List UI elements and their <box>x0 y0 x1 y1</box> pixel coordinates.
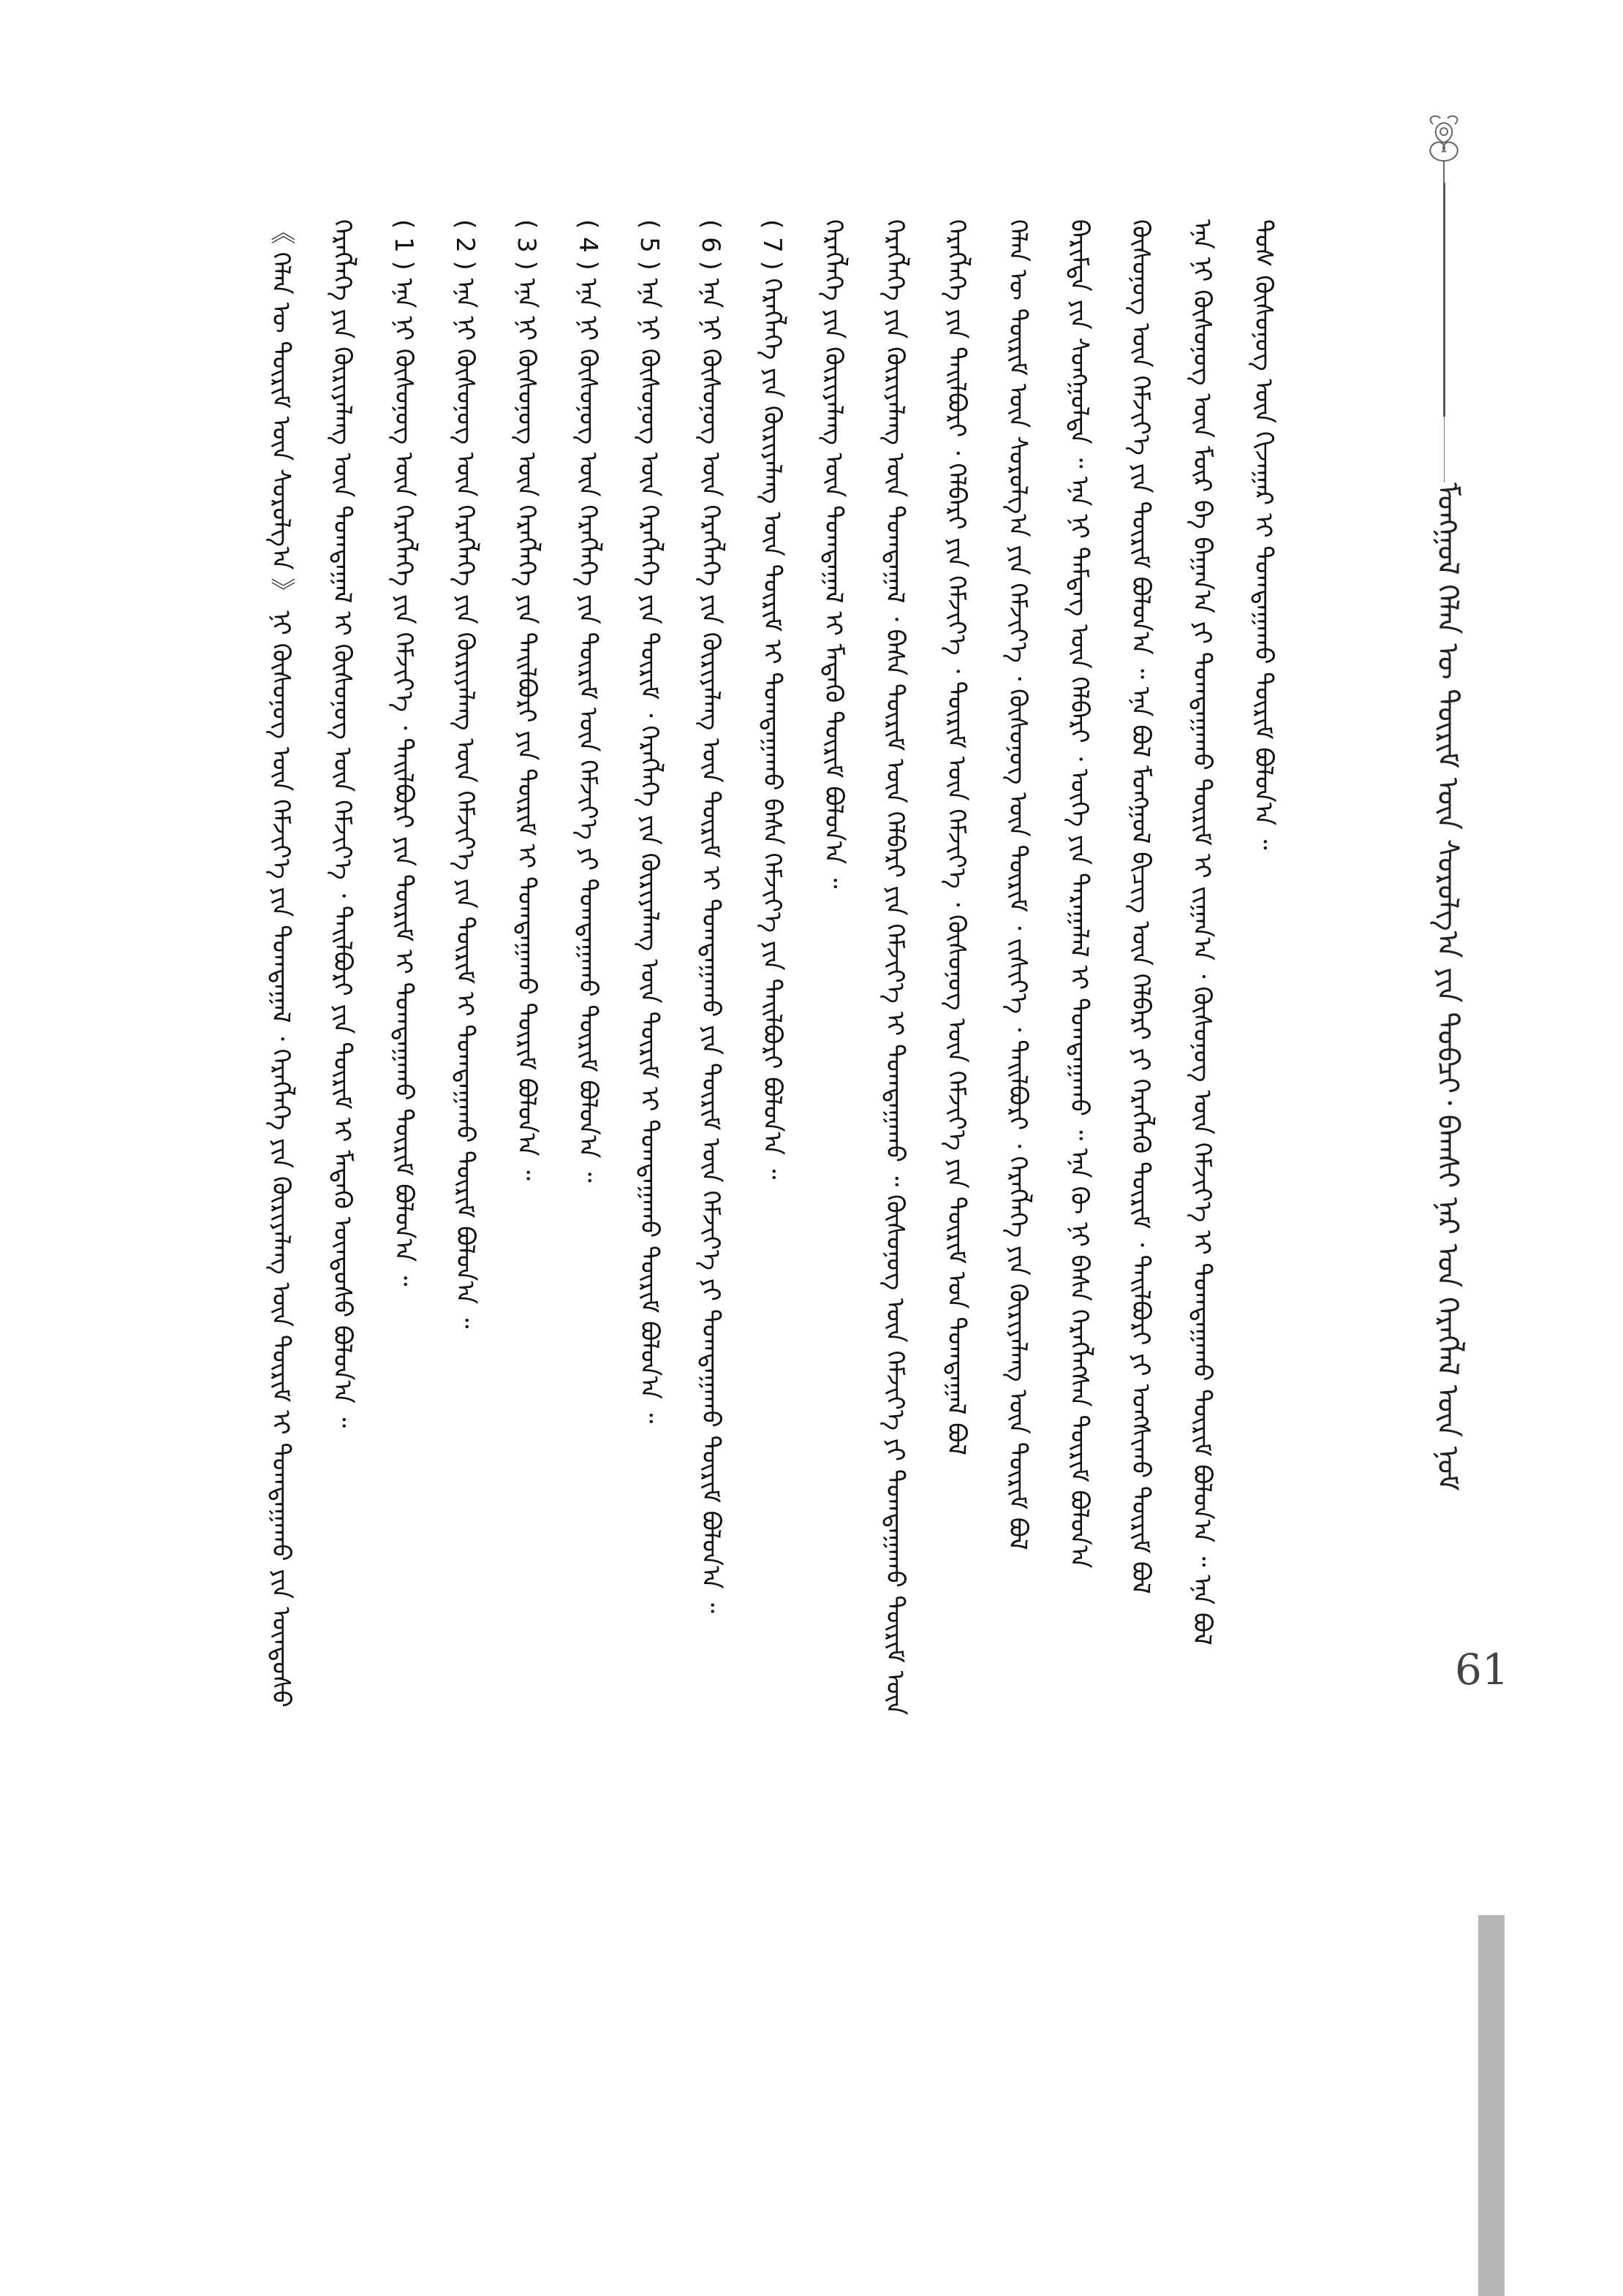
text-column: ( 3 ) ᠡᠨᠡ ᠨᠢ ᠬᠦᠰᠦᠨᠦᠭ ᠦᠨ ᠬᠡᠷᠡᠭᠯᠡᠭᠡ ᠶᠢᠨ ᠲᠠᠢᠯᠪᠤᠷᠢ ᠶᠢᠨ ᠳᠦᠷᠢᠮ ᠢ ᠲᠣᠭᠲᠠᠭᠠᠬᠤ ᠳᠦᠷᠢᠮ ᠪᠣᠯᠤᠨ᠎ᠠ ᠃ <box>512 219 541 1181</box>
header-rule-thin <box>1444 417 1445 482</box>
text-column: ( 2 ) ᠡᠨᠡ ᠨᠢ ᠬᠦᠰᠦᠨᠦᠭ ᠦᠨ ᠬᠡᠷᠡᠭᠯᠡᠭᠡ ᠶᠢᠨ ᠬᠦᠷᠢᠶᠡᠯᠡᠩ ᠦᠨ ᠬᠡᠮᠵᠢᠶ᠎ᠡ ᠶᠢᠨ ᠳᠦᠷᠢᠮ ᠢ ᠲᠣᠭᠲᠠᠭᠠᠬᠤ ᠳᠦᠷᠢᠮ ᠪᠣᠯᠤᠨ᠎ᠠ ᠃ <box>450 219 480 1329</box>
text-column: ᠡᠨᠡ ᠨᠢ ᠬᠦᠰᠦᠨᠦᠭ ᠦᠨ ᠮᠦᠷ ᠪᠠ ᠪᠠᠭᠠᠨ᠎ᠠ ᠶᠢ ᠲᠣᠭᠲᠠᠭᠠᠬᠤ ᠳᠦᠷᠢᠮ ᠢ ᠵᠢᠭᠠᠨ᠎ᠠ ᠂ ᠬᠦᠰᠦᠨᠦᠭ ᠦᠨ ᠬᠡᠮᠵᠢᠶ᠎ᠡ ᠢ ᠲᠣᠭᠲᠠᠭᠠᠬᠤ ᠳᠦᠷᠢᠮ ᠪᠣᠯᠤᠨ᠎ᠠ ᠃ ᠡᠨᠡ ᠪᠣᠯ <box>1187 219 1217 1645</box>
text-column: ( 4 ) ᠡᠨᠡ ᠨᠢ ᠬᠦᠰᠦᠨᠦᠭ ᠦᠨ ᠬᠡᠷᠡᠭᠯᠡᠭᠡ ᠶᠢᠨ ᠳᠦᠷᠢᠮ ᠦᠨ ᠬᠡᠮᠵᠢᠶ᠎ᠡ ᠶᠢ ᠲᠣᠭᠲᠠᠭᠠᠬᠤ ᠳᠦᠷᠢᠮ ᠪᠣᠯᠤᠨ᠎ᠠ ᠃ <box>573 219 602 1183</box>
running-header-title: ᠮᠣᠩᠭᠣᠯ ᠬᠡᠯᠡᠨ ᠦ ᠳᠦᠷᠢᠮ ᠦᠨ ᠰᠤᠷᠤᠯᠭ᠎ᠠ ᠶᠢᠨ ᠲᠣᠪᠴᠢ᠂ ᠪᠠᠭᠰᠢ ᠨᠠᠷ ᠤᠨ ᠬᠡᠷᠡᠭᠯᠡᠯ ᠦᠨ ᠨᠣᠮ <box>1431 482 1464 1491</box>
text-column: ᠬᠡᠷᠡᠭᠯᠡᠭᠡ ᠶᠢᠨ ᠬᠦᠷᠢᠶᠡᠯᠡᠩ ᠦᠨ ᠲᠣᠭᠲᠠᠭᠠᠯ ᠢ ᠬᠦᠰᠦᠨᠦᠭ ᠦᠨ ᠬᠡᠮᠵᠢᠶ᠎ᠡ ᠂ ᠲᠠᠢᠯᠪᠤᠷᠢ ᠶᠢᠨ ᠳᠦᠷᠢᠮ ᠢ ᠮᠡᠳᠡᠬᠦ ᠦᠨᠳᠦᠰᠦ ᠪᠣᠯᠤᠨ᠎ᠠ ᠃ <box>328 219 357 1428</box>
text-column: ᠬᠦᠰᠦᠨᠦᠭ ᠦᠨ ᠬᠡᠮᠵᠢᠶ᠎ᠡ ᠶᠢᠨ ᠳᠦᠷᠢᠮ ᠪᠣᠯᠤᠨ᠎ᠠ ᠃ ᠡᠨᠡ ᠪᠣᠯ ᠮᠣᠩᠭᠣᠯ ᠪᠢᠴᠢᠭ ᠦᠨ ᠬᠡᠯᠪᠡᠷᠢ ᠶᠢ ᠬᠡᠷᠡᠭᠯᠡᠬᠦ ᠳᠦᠷᠢᠮ ᠂ ᠲᠠᠢᠯᠪᠤᠷᠢ ᠶᠢ ᠤᠩᠰᠢᠬᠤ ᠳᠦᠷᠢᠮ ᠪᠣᠯ <box>1126 219 1155 1594</box>
text-column: ᠬᠡᠯᠡᠨ ᠦ ᠳᠦᠷᠢᠮ ᠦᠨ ᠰᠤᠷᠤᠯᠭ᠎ᠠ ᠶᠢᠨ ᠬᠡᠮᠵᠢᠶ᠎ᠡ ᠂ ᠬᠦᠰᠦᠨᠦᠭ ᠦᠨ ᠳᠦᠷᠢᠮ ᠂ ᠵᠢᠱᠢᠶ᠎ᠡ ᠂ ᠲᠠᠢᠯᠪᠤᠷᠢ ᠂ ᠬᠡᠷᠡᠭᠯᠡᠭᠡ ᠶᠢᠨ ᠬᠦᠷᠢᠶᠡᠯᠡᠩ ᠦᠨ ᠳᠦᠷᠢᠮ ᠪᠣᠯ <box>1003 219 1032 1550</box>
text-column: ( 1 ) ᠡᠨᠡ ᠨᠢ ᠬᠦᠰᠦᠨᠦᠭ ᠦᠨ ᠬᠡᠷᠡᠭᠯᠡᠭᠡ ᠶᠢᠨ ᠬᠡᠮᠵᠢᠶ᠎ᠡ ᠂ ᠲᠠᠢᠯᠪᠤᠷᠢ ᠶᠢᠨ ᠳᠦᠷᠢᠮ ᠢ ᠲᠣᠭᠲᠠᠭᠠᠬᠤ ᠳᠦᠷᠢᠮ ᠪᠣᠯᠤᠨ᠎ᠠ ᠃ <box>389 219 418 1287</box>
text-column: ( 5 ) ᠡᠨᠡ ᠨᠢ ᠬᠦᠰᠦᠨᠦᠭ ᠦᠨ ᠬᠡᠷᠡᠭᠯᠡᠭᠡ ᠶᠢᠨ ᠳᠦᠷᠢᠮ ᠂ ᠬᠡᠷᠡᠭᠯᠡᠭᠡ ᠶᠢᠨ ᠬᠦᠷᠢᠶᠡᠯᠡᠩ ᠦᠨ ᠳᠦᠷᠢᠮ ᠢ ᠲᠣᠭᠲᠠᠭᠠᠬᠤ ᠳᠦᠷᠢᠮ ᠪᠣᠯᠤᠨ᠎ᠠ ᠃ <box>635 219 664 1424</box>
text-column: 《 ᠬᠡᠯᠡᠨ ᠦ ᠳᠦᠷᠢᠮ ᠦᠨ ᠰᠤᠷᠤᠯᠭ᠎ᠠ 》 ᠨᠢ ᠬᠦᠰᠦᠨᠦᠭ ᠦᠨ ᠬᠡᠮᠵᠢᠶ᠎ᠡ ᠶᠢᠨ ᠲᠣᠭᠲᠠᠭᠠᠯ ᠂ ᠬᠡᠷᠡᠭᠯᠡᠭᠡ ᠶᠢᠨ ᠬᠦᠷᠢᠶᠡᠯᠡᠩ ᠦᠨ ᠳᠦᠷᠢᠮ ᠢ ᠲᠣᠭᠲᠠᠭᠠᠬᠤ ᠶᠢᠨ ᠦᠨᠳᠦᠰᠦ <box>266 219 295 1708</box>
text-column: ᠬᠡᠷᠡᠭᠯᠡᠭᠡ ᠶᠢᠨ ᠬᠦᠷᠢᠶᠡᠯᠡᠩ ᠦᠨ ᠲᠣᠭᠲᠠᠭᠠᠯ ᠢ ᠮᠡᠳᠡᠬᠦ ᠳᠦᠷᠢᠮ ᠪᠣᠯᠤᠨ᠎ᠠ ᠃ <box>819 219 848 889</box>
text-column: ᠲᠤᠰ ᠬᠦᠰᠦᠨᠦᠭ ᠦᠨ ᠬᠢᠵᠠᠭᠠᠷ ᠢ ᠲᠣᠭᠲᠠᠭᠠᠬᠤ ᠳᠦᠷᠢᠮ ᠪᠣᠯᠤᠨ᠎ᠠ ᠃ <box>1249 219 1278 850</box>
body-text <box>249 219 1294 2208</box>
text-column: ᠪᠠᠷᠢᠮᠲᠠ ᠶᠢᠨ ᠰᠣᠩᠭᠣᠯᠲᠠ ᠃ ᠡᠨᠡ ᠨᠢ ᠲᠡᠮᠳᠡᠭ ᠦᠨ ᠬᠡᠯᠪᠡᠷᠢ ᠂ ᠦᠭᠡ ᠶᠢᠨ ᠳᠠᠷᠠᠭᠠᠯᠠᠯ ᠢ ᠲᠣᠭᠲᠠᠭᠠᠬᠤ ᠃ ᠡᠨᠡ ᠬᠦ ᠨᠢ ᠪᠠᠰᠠ ᠬᠡᠷᠡᠭᠯᠡᠭᠰᠡᠨ ᠳᠦᠷᠢᠮ ᠪᠣᠯᠤᠨ᠎ᠠ <box>1064 219 1094 1569</box>
header-rule <box>1443 183 1445 417</box>
text-column: ᠬᠡᠷᠡᠭᠯᠡᠭᠡ ᠶᠢᠨ ᠲᠠᠢᠯᠪᠤᠷᠢ ᠂ ᠬᠡᠯᠪᠡᠷᠢ ᠶᠢᠨ ᠬᠡᠮᠵᠢᠶ᠎ᠡ ᠂ ᠳᠦᠷᠢᠮ ᠦᠨ ᠬᠡᠮᠵᠢᠶ᠎ᠡ ᠂ ᠬᠦᠰᠦᠨᠦᠭ ᠦᠨ ᠬᠡᠮᠵᠢᠶ᠎ᠡ ᠶᠢᠨ ᠳᠦᠷᠢᠮ ᠤᠨ ᠲᠣᠭᠲᠠᠭᠠᠯ ᠪᠣᠯ <box>942 219 971 1455</box>
text-column: ( 6 ) ᠡᠨᠡ ᠨᠢ ᠬᠦᠰᠦᠨᠦᠭ ᠦᠨ ᠬᠡᠷᠡᠭᠯᠡᠭᠡ ᠶᠢᠨ ᠬᠦᠷᠢᠶᠡᠯᠡᠩ ᠦᠨ ᠳᠦᠷᠢᠮ ᠢ ᠲᠣᠭᠲᠠᠭᠠᠬᠤ ᠶᠢᠨ ᠳᠦᠷᠢᠮ ᠦᠨ ᠬᠡᠮᠵᠢᠶ᠎ᠡ ᠶᠢ ᠲᠣᠭᠲᠠᠭᠠᠬᠤ ᠳᠦᠷᠢᠮ ᠪᠣᠯᠤᠨ᠎ᠠ ᠃ <box>696 219 725 1613</box>
page-edge-tab <box>1478 1915 1505 2296</box>
text-column: ᠬᠡᠷᠡᠭᠯᠡᠭᠡ ᠶᠢᠨ ᠬᠦᠷᠢᠶᠡᠯᠡᠩ ᠦᠨ ᠲᠣᠭᠲᠠᠭᠠᠯ ᠂ ᠪᠠᠰᠠ ᠳᠦᠷᠢᠮ ᠦᠨ ᠬᠡᠯᠪᠡᠷᠢ ᠶᠢᠨ ᠬᠡᠮᠵᠢᠶ᠎ᠡ ᠢ ᠲᠣᠭᠲᠠᠭᠠᠬᠤ ᠃ ᠬᠦᠰᠦᠨᠦᠭ ᠦᠨ ᠬᠡᠮᠵᠢᠶ᠎ᠡ ᠶᠢ ᠲᠣᠭᠲᠠᠭᠠᠬᠤ ᠳᠦᠷᠢᠮ ᠦᠨ <box>880 219 909 1716</box>
text-column: ( 7 ) ᠬᠡᠷᠡᠭᠯᠡᠭᠡ ᠶᠢᠨ ᠬᠦᠷᠢᠶᠡᠯᠡᠩ ᠦᠨ ᠳᠦᠷᠢᠮ ᠢ ᠲᠣᠭᠲᠠᠭᠠᠬᠤ ᠪᠠᠰᠠ ᠬᠡᠮᠵᠢᠶ᠎ᠡ ᠶᠢᠨ ᠲᠠᠢᠯᠪᠤᠷᠢ ᠪᠣᠯᠤᠨ᠎ᠠ ᠃ <box>757 219 787 1180</box>
header-ornament-icon <box>1411 110 1477 190</box>
page-number: 61 <box>1455 1645 1509 1694</box>
